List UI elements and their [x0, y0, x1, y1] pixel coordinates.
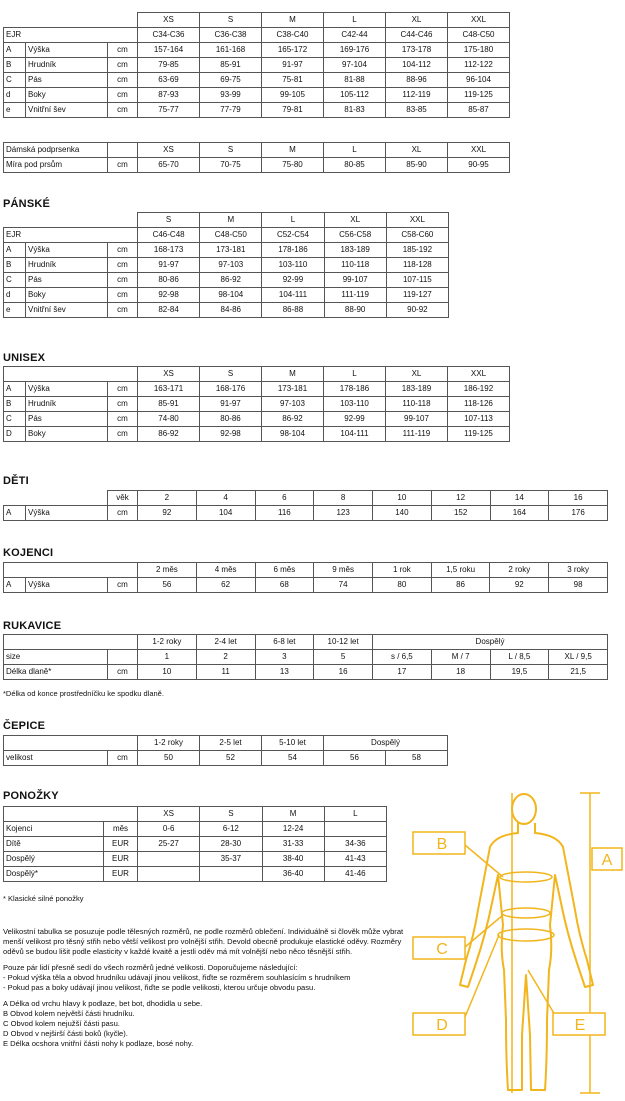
table-cell: 99-107: [385, 412, 447, 427]
table-row: XS S M L XL XXL: [4, 13, 510, 28]
unisex-size-table: [3, 366, 510, 442]
table-cell: 6-12: [200, 822, 262, 837]
table-row: [4, 852, 387, 867]
table-cell: Pás: [26, 73, 108, 88]
table-cell: 92-98: [200, 427, 262, 442]
table-cell: A: [4, 43, 26, 58]
table-cell: 75-77: [138, 103, 200, 118]
table-cell: 175-180: [448, 43, 510, 58]
table-cell: 77-79: [200, 103, 262, 118]
table-cell: 84-86: [200, 303, 262, 318]
table-cell: 183-189: [385, 382, 447, 397]
caps-size-table: [3, 735, 448, 766]
table-cell: 86-92: [200, 273, 262, 288]
table-cell: 104-112: [386, 58, 448, 73]
table-cell: 92-98: [138, 288, 200, 303]
table-cell: 85-91: [138, 397, 200, 412]
kids-title: DĚTI: [3, 475, 29, 487]
table-cell: 92-99: [262, 273, 324, 288]
table-cell: 63-69: [138, 73, 200, 88]
kids-size-table: [3, 490, 608, 521]
table-cell: 161-168: [200, 43, 262, 58]
table-cell: 119-125: [447, 427, 509, 442]
table-row: [4, 382, 510, 397]
table-cell: Boky: [26, 88, 108, 103]
legend-item: D Obvod v nejširší části boků (kyčle).: [3, 1029, 128, 1038]
table-cell: 96-104: [448, 73, 510, 88]
table-cell: Hrudník: [26, 258, 108, 273]
table-cell: 79-81: [262, 103, 324, 118]
table-row: XS S M L XL XXL: [4, 367, 510, 382]
table-cell: Hrudník: [26, 397, 108, 412]
table-row: Dámská podprsenka XS S M L XL XXL: [4, 143, 510, 158]
table-cell: 38-40: [262, 852, 324, 867]
table-row: velikost cm 50 52 54 56 58: [4, 751, 448, 766]
legend-item: E Délka ocshora vnitřní části nohy k podlaze, bosé nohy.: [3, 1039, 194, 1048]
table-cell: 80-86: [200, 412, 262, 427]
table-cell: 98-104: [200, 288, 262, 303]
table-cell: 104-111: [262, 288, 324, 303]
table-cell: 80-86: [138, 273, 200, 288]
table-cell: 118-128: [386, 258, 448, 273]
table-cell: 165-172: [262, 43, 324, 58]
gloves-size-table: [3, 634, 608, 680]
table-cell: cm: [108, 88, 138, 103]
table-cell: Kojenci: [4, 822, 104, 837]
table-cell: 118-126: [447, 397, 509, 412]
table-cell: 93-99: [200, 88, 262, 103]
body-outline: [460, 794, 593, 1090]
table-cell: 12-24: [262, 822, 324, 837]
table-cell: 79-85: [138, 58, 200, 73]
table-cell: C: [4, 273, 26, 288]
unisex-title: UNISEX: [3, 352, 46, 364]
table-row: 1-2 roky 2-4 let 6-8 let 10-12 let Dospělý: [4, 635, 608, 650]
table-cell: Vnitřní šev: [26, 303, 108, 318]
table-cell: 35-37: [200, 852, 262, 867]
table-cell: 0-6: [138, 822, 200, 837]
table-cell: 110-118: [324, 258, 386, 273]
table-cell: 173-178: [386, 43, 448, 58]
table-cell: 88-96: [386, 73, 448, 88]
table-row: XS S M L: [4, 807, 387, 822]
table-cell: 97-103: [200, 258, 262, 273]
table-row: [4, 73, 510, 88]
table-cell: Dospělý: [4, 852, 104, 867]
table-cell: [138, 852, 200, 867]
table-cell: cm: [108, 73, 138, 88]
table-row: [4, 258, 449, 273]
table-row: S M L XL XXL: [4, 213, 449, 228]
table-cell: 36-40: [262, 867, 324, 882]
table-cell: A: [4, 243, 26, 258]
socks-size-table: [3, 806, 387, 882]
table-cell: Vnitřní šev: [26, 103, 108, 118]
table-row: [4, 243, 449, 258]
table-cell: cm: [108, 58, 138, 73]
label-d: [413, 1013, 465, 1035]
info-paragraph: Velikostní tabulka se posuzuje podle tělesných rozměrů, ne podle rozměrů oblečení. Individuálně si člověk může vybrat menší velikost pro těsný střih nebo větší velikost pro volnější střih. Devold obecně produkuje elastické oděvy. Rozměry oděvů se budou lišit podle elasticity v každé kvaitě a jestli oděv má mít volnější nebo něco těsnější střih.: [3, 927, 404, 956]
table-row: A Výška cm 92 104 116 123 140 152 164 176: [4, 506, 608, 521]
svg-text:A: A: [601, 852, 613, 869]
table-cell: 92-99: [323, 412, 385, 427]
table-cell: 107-113: [447, 412, 509, 427]
table-cell: Výška: [26, 43, 108, 58]
table-cell: cm: [108, 397, 138, 412]
table-cell: 25-27: [138, 837, 200, 852]
table-cell: 157-164: [138, 43, 200, 58]
table-cell: e: [4, 303, 26, 318]
table-row: EJR C34-C36 C36-C38 C38-C40 C42-44 C44-C46 C48-C50: [4, 28, 510, 43]
socks-note: * Klasické silné ponožky: [3, 894, 84, 903]
table-cell: cm: [108, 43, 138, 58]
table-cell: cm: [108, 103, 138, 118]
table-cell: 183-189: [324, 243, 386, 258]
men-title: PÁNSKÉ: [3, 198, 51, 210]
table-cell: cm: [108, 303, 138, 318]
table-cell: 86-92: [138, 427, 200, 442]
svg-text:E: E: [574, 1017, 586, 1034]
table-cell: 110-118: [385, 397, 447, 412]
table-cell: 111-119: [324, 288, 386, 303]
label-c: [413, 937, 465, 959]
table-cell: B: [4, 258, 26, 273]
label-e: [553, 1013, 605, 1035]
table-row: Délka dlaně* cm 10 11 13 16 17 18 19,5 21,5: [4, 665, 608, 680]
table-row: [4, 88, 510, 103]
info-text: [3, 927, 413, 1049]
table-cell: měs: [104, 822, 138, 837]
table-cell: 85-87: [448, 103, 510, 118]
women-size-table: [3, 12, 510, 118]
table-cell: 28-30: [200, 837, 262, 852]
table-cell: 119-127: [386, 288, 448, 303]
table-cell: 169-176: [324, 43, 386, 58]
measurement-legend: [3, 999, 413, 1049]
legend-item: C Obvod kolem nejužší části pasu.: [3, 1019, 120, 1028]
label-b: [413, 832, 465, 854]
table-cell: 87-93: [138, 88, 200, 103]
table-cell: EUR: [104, 852, 138, 867]
table-cell: [200, 867, 262, 882]
table-row: [4, 822, 387, 837]
table-cell: B: [4, 58, 26, 73]
table-cell: Dospělý*: [4, 867, 104, 882]
table-cell: C: [4, 412, 26, 427]
table-cell: 69-75: [200, 73, 262, 88]
table-cell: cm: [108, 258, 138, 273]
table-cell: 75-81: [262, 73, 324, 88]
table-row: [4, 103, 510, 118]
table-row: věk 2 4 6 8 10 12 14 16: [4, 491, 608, 506]
caps-title: ČEPICE: [3, 720, 46, 732]
table-row: [4, 43, 510, 58]
table-cell: 105-112: [324, 88, 386, 103]
infants-size-table: [3, 562, 608, 593]
table-cell: 111-119: [385, 427, 447, 442]
table-row: [4, 412, 510, 427]
table-cell: 104-111: [323, 427, 385, 442]
table-cell: 86-88: [262, 303, 324, 318]
table-cell: 168-173: [138, 243, 200, 258]
table-cell: 112-122: [448, 58, 510, 73]
table-cell: D: [4, 427, 26, 442]
table-cell: 91-97: [262, 58, 324, 73]
table-cell: 81-83: [324, 103, 386, 118]
infants-title: KOJENCI: [3, 547, 54, 559]
legend-item: A Délka od vrchu hlavy k podlaze, bet bot, dhodidla u sebe.: [3, 999, 203, 1008]
socks-title: PONOŽKY: [3, 790, 59, 802]
table-row: [4, 288, 449, 303]
table-cell: 185-192: [386, 243, 448, 258]
table-cell: C: [4, 73, 26, 88]
table-cell: 91-97: [138, 258, 200, 273]
table-cell: 31-33: [262, 837, 324, 852]
info-paragraph: Pouze pár lidí přesně sedí do všech rozměrů jedné velikosti. Doporučujeme následující: - Pokud výška těla a obvod hrudníku udávají jinou velikost, řiďte se rozměrem souhlasícím s hrudníkem - Pokud pas a boky udávají jinou velikost, řiďte se podle velikosti, kterou určuje obvodu pasu.: [3, 963, 351, 992]
table-row: [4, 837, 387, 852]
table-cell: 112-119: [386, 88, 448, 103]
table-cell: 178-186: [262, 243, 324, 258]
table-cell: 178-186: [323, 382, 385, 397]
table-cell: cm: [108, 288, 138, 303]
table-row: [4, 397, 510, 412]
table-cell: Boky: [26, 427, 108, 442]
table-cell: 86-92: [262, 412, 324, 427]
svg-text:B: B: [436, 836, 448, 853]
gloves-note: *Délka od konce prostředníčku ke spodku dlaně.: [3, 689, 164, 698]
table-cell: d: [4, 288, 26, 303]
table-cell: 97-104: [324, 58, 386, 73]
legend-item: B Obvod kolem největší části hrudníku.: [3, 1009, 135, 1018]
table-cell: 163-171: [138, 382, 200, 397]
body-measurement-figure: [410, 785, 625, 1101]
table-row: EJR C46-C48 C48-C50 C52-C54 C56-C58 C58-C60: [4, 228, 449, 243]
table-cell: EUR: [104, 837, 138, 852]
table-row: 1-2 roky 2-5 let 5-10 let Dospělý: [4, 736, 448, 751]
table-cell: Výška: [26, 243, 108, 258]
table-cell: B: [4, 397, 26, 412]
table-cell: 34-36: [324, 837, 386, 852]
table-cell: 91-97: [200, 397, 262, 412]
table-cell: Pás: [26, 412, 108, 427]
table-cell: 83-85: [386, 103, 448, 118]
table-cell: cm: [108, 382, 138, 397]
table-cell: 90-92: [386, 303, 448, 318]
table-cell: [138, 867, 200, 882]
table-cell: 99-105: [262, 88, 324, 103]
table-cell: cm: [108, 412, 138, 427]
table-cell: 173-181: [200, 243, 262, 258]
table-cell: cm: [108, 273, 138, 288]
men-size-table: [3, 212, 449, 318]
label-a: [592, 848, 622, 870]
bra-size-table: [3, 142, 510, 173]
table-cell: 119-125: [448, 88, 510, 103]
table-cell: EUR: [104, 867, 138, 882]
table-cell: 99-107: [324, 273, 386, 288]
table-cell: 82-84: [138, 303, 200, 318]
table-cell: 74-80: [138, 412, 200, 427]
measurement-lines: [465, 793, 600, 1093]
table-cell: 85-91: [200, 58, 262, 73]
table-cell: 88-90: [324, 303, 386, 318]
table-cell: Pás: [26, 273, 108, 288]
table-cell: 81-88: [324, 73, 386, 88]
table-row: 2 měs 4 měs 6 měs 9 měs 1 rok 1,5 roku 2 roky 3 roky: [4, 563, 608, 578]
table-cell: e: [4, 103, 26, 118]
table-row: [4, 427, 510, 442]
table-cell: 173-181: [262, 382, 324, 397]
table-row: Míra pod prsům cm 65-70 70-75 75-80 80-85 85-90 90-95: [4, 158, 510, 173]
table-cell: cm: [108, 243, 138, 258]
table-cell: Dítě: [4, 837, 104, 852]
table-cell: A: [4, 382, 26, 397]
svg-text:C: C: [436, 941, 448, 958]
table-cell: 107-115: [386, 273, 448, 288]
table-cell: cm: [108, 427, 138, 442]
table-cell: 103-110: [262, 258, 324, 273]
table-cell: 41-43: [324, 852, 386, 867]
svg-text:D: D: [436, 1017, 448, 1034]
table-cell: 98-104: [262, 427, 324, 442]
table-cell: d: [4, 88, 26, 103]
table-row: [4, 867, 387, 882]
table-cell: Boky: [26, 288, 108, 303]
table-row: size 1 2 3 5 s / 6,5 M / 7 L / 8,5 XL / 9,5: [4, 650, 608, 665]
table-row: [4, 303, 449, 318]
table-cell: 103-110: [323, 397, 385, 412]
table-row: [4, 58, 510, 73]
table-cell: 168-176: [200, 382, 262, 397]
table-cell: 186-192: [447, 382, 509, 397]
table-cell: Výška: [26, 382, 108, 397]
table-cell: 41-46: [324, 867, 386, 882]
table-cell: 97-103: [262, 397, 324, 412]
table-cell: [324, 822, 386, 837]
table-row: A Výška cm 56 62 68 74 80 86 92 98: [4, 578, 608, 593]
table-cell: Hrudník: [26, 58, 108, 73]
gloves-title: RUKAVICE: [3, 620, 62, 632]
table-row: [4, 273, 449, 288]
